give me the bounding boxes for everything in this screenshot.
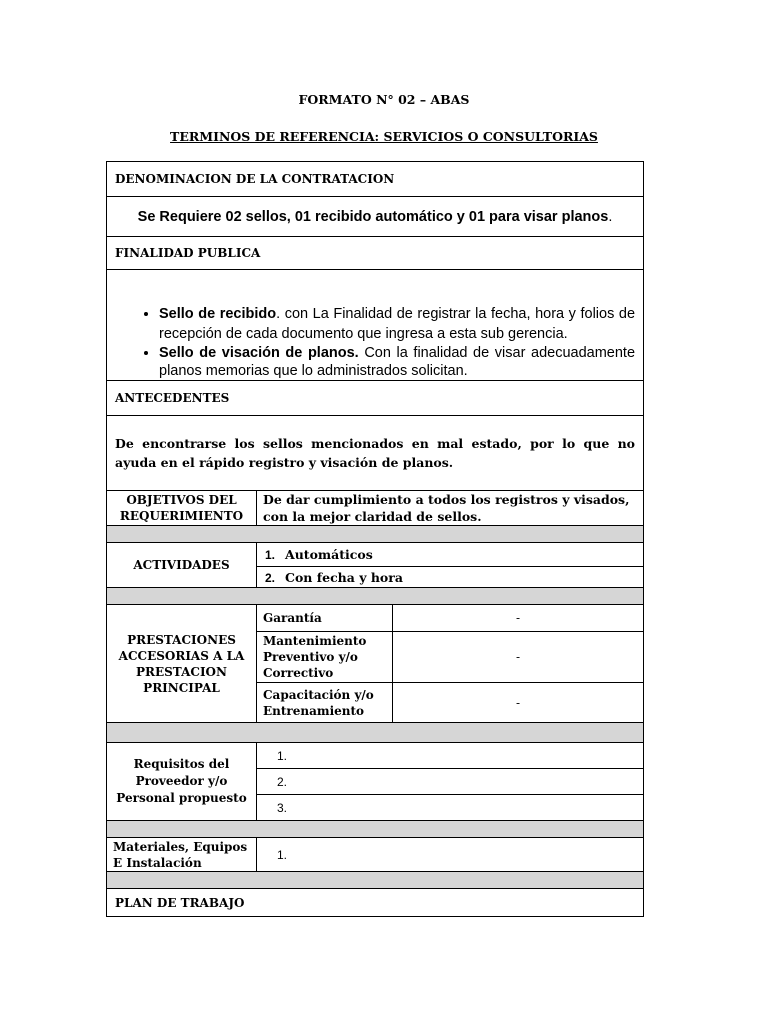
prestaciones-label: PRESTACIONES ACCESORIAS A LA PRESTACION PRINCIPAL — [107, 605, 257, 723]
finalidad-item-bold: Sello de visación de planos. — [159, 345, 359, 361]
separator-row — [107, 821, 644, 838]
format-title: FORMATO N° 02 – ABAS — [298, 92, 470, 107]
denominacion-header-row — [107, 162, 644, 197]
separator-row — [107, 872, 644, 889]
finalidad-item-text: Con la finalidad de visar adecuadamente planos memorias que lo administrados solicitan. — [159, 345, 636, 379]
finalidad-item — [159, 305, 635, 344]
separator — [107, 723, 644, 743]
denominacion-text: Se Requiere 02 sellos, 01 recibido automático y 01 para visar planos — [137, 208, 609, 225]
actividad-item — [257, 567, 644, 588]
prestacion-name: Garantía — [257, 605, 393, 632]
actividades-row — [107, 543, 644, 567]
finalidad-header-row — [107, 237, 644, 270]
antecedentes-content-row — [107, 416, 644, 491]
requisito-item: 2. — [257, 769, 644, 795]
actividad-item — [257, 543, 644, 567]
prestacion-value: - — [393, 605, 644, 632]
requisitos-row — [107, 743, 644, 769]
actividad-text: Con fecha y hora — [285, 569, 403, 585]
separator-row — [107, 526, 644, 543]
document-subtitle: TERMINOS DE REFERENCIA: SERVICIOS O CONSULTORIAS — [170, 129, 598, 144]
finalidad-item-bold: Sello de recibido — [159, 306, 277, 322]
requisito-item: 3. — [257, 795, 644, 821]
prestaciones-row — [107, 605, 644, 632]
antecedentes-text: De encontrarse los sellos mencionados en mal estado, por lo que no ayuda en el rápido registro y visación de planos. — [107, 416, 644, 491]
denominacion-label: DENOMINACION DE LA CONTRATACION — [107, 162, 644, 197]
requisito-item: 1. — [257, 743, 644, 769]
denominacion-content — [107, 197, 644, 237]
plan-row — [107, 889, 644, 917]
actividad-number: 2. — [265, 570, 276, 585]
actividad-text: Automáticos — [285, 547, 373, 562]
finalidad-list — [115, 305, 635, 380]
separator-row — [107, 588, 644, 605]
materiales-label: Materiales, Equipos E Instalación — [107, 838, 257, 872]
separator — [107, 821, 644, 838]
objetivos-label: OBJETIVOS DEL REQUERIMIENTO — [107, 491, 257, 526]
finalidad-content — [107, 270, 644, 381]
plan-label: PLAN DE TRABAJO — [107, 889, 644, 917]
materiales-row — [107, 838, 644, 872]
actividad-number: 1. — [265, 548, 276, 562]
separator-row — [107, 723, 644, 743]
separator — [107, 588, 644, 605]
antecedentes-header-row — [107, 381, 644, 416]
denominacion-suffix: . — [608, 208, 613, 225]
antecedentes-label: ANTECEDENTES — [107, 381, 644, 416]
objetivos-row — [107, 491, 644, 526]
finalidad-content-row — [107, 270, 644, 381]
prestacion-value: - — [393, 632, 644, 683]
requisitos-label: Requisitos del Proveedor y/o Personal propuesto — [107, 743, 257, 821]
actividades-label: ACTIVIDADES — [107, 543, 257, 588]
materiales-item: 1. — [257, 838, 644, 872]
terms-table — [106, 161, 644, 917]
denominacion-content-row — [107, 197, 644, 237]
finalidad-item — [159, 344, 635, 380]
prestacion-value: - — [393, 683, 644, 723]
separator — [107, 526, 644, 543]
prestacion-name: Capacitación y/o Entrenamiento — [257, 683, 393, 723]
finalidad-item-text: . con La Finalidad de registrar la fecha, hora y folios de recepción de cada documento que ingresa a esta sub gerencia. — [159, 306, 636, 342]
separator — [107, 872, 644, 889]
objetivos-text: De dar cumplimiento a todos los registros y visados, con la mejor claridad de sellos. — [257, 491, 644, 526]
prestacion-name: Mantenimiento Preventivo y/o Correctivo — [257, 632, 393, 683]
finalidad-label: FINALIDAD PUBLICA — [107, 237, 644, 270]
